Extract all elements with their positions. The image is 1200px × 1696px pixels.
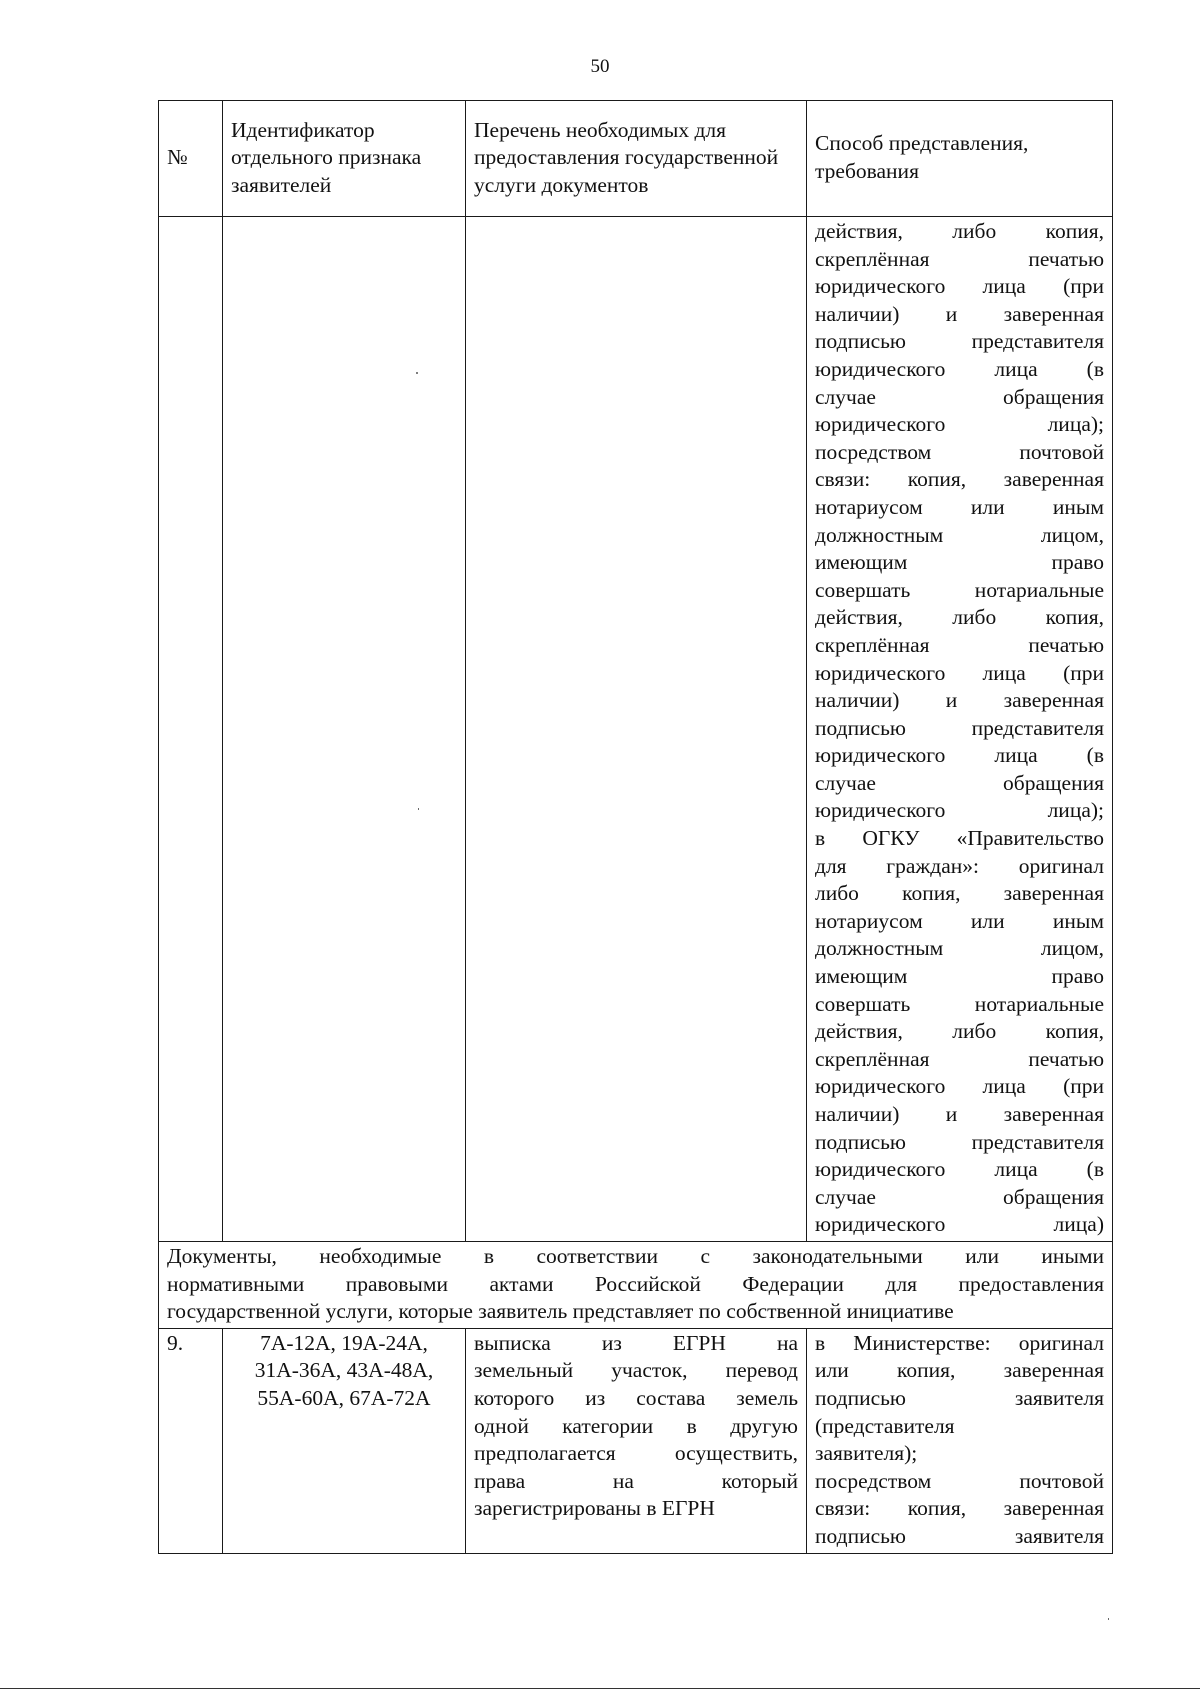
method-text-line: связи: копия, заверенная bbox=[815, 467, 1104, 492]
table-header-row bbox=[159, 101, 1113, 217]
section-note-row bbox=[159, 1241, 1113, 1328]
section-note bbox=[159, 1241, 1113, 1328]
method-text-line: совершать нотариальные bbox=[815, 991, 1104, 1016]
method-text-line: случае обращения bbox=[815, 384, 1104, 409]
method-text-line: заявителя); bbox=[815, 1441, 918, 1466]
method-text-line: случае обращения bbox=[815, 770, 1104, 795]
applicant-id-text-line: 31А-36А, 43А-48А, bbox=[254, 1358, 434, 1383]
method-text-line: наличии) и заверенная bbox=[815, 688, 1104, 713]
method-text-line: юридического лица (при bbox=[815, 660, 1104, 685]
table-row-9 bbox=[159, 1328, 1113, 1553]
applicant-id-text-line: 55А-60А, 67А-72А bbox=[257, 1385, 431, 1410]
method-text-line: связи: копия, заверенная bbox=[815, 1496, 1104, 1521]
method-text-line: имеющим право bbox=[815, 964, 1104, 989]
section-note-text-line: государственной услуги, которые заявитель представляет по собственной инициативе bbox=[167, 1299, 954, 1324]
method-text-line: юридического лица (при bbox=[815, 1074, 1104, 1099]
method-text-line: скреплённая печатью bbox=[815, 246, 1104, 271]
document-text-line: земельный участок, перевод bbox=[474, 1358, 798, 1383]
row9-number: 9. bbox=[159, 1328, 223, 1553]
method-text-line: подписью заявителя bbox=[815, 1385, 1104, 1410]
method-text-line: в ОГКУ «Правительство bbox=[815, 826, 1104, 851]
method-text-line: скреплённая печатью bbox=[815, 1046, 1104, 1071]
method-text-line: юридического лица (в bbox=[815, 1157, 1104, 1182]
method-text-line: или копия, заверенная bbox=[815, 1358, 1104, 1383]
method-text-line: посредством почтовой bbox=[815, 1468, 1104, 1493]
method-text-line: должностным лицом, bbox=[815, 936, 1104, 961]
method-text-line: совершать нотариальные bbox=[815, 577, 1104, 602]
method-text-line: юридического лица (при bbox=[815, 274, 1104, 299]
method-text-line: нотариусом или иным bbox=[815, 494, 1104, 519]
method-text-line: действия, либо копия, bbox=[815, 605, 1104, 630]
method-text-line: должностным лицом, bbox=[815, 522, 1104, 547]
section-note-text-line: Документы, необходимые в соответствии с законодательными или иными bbox=[167, 1243, 1104, 1268]
method-text-line: наличии) и заверенная bbox=[815, 301, 1104, 326]
header-documents-list: Перечень необходимых для предоставления государственной услуги документов bbox=[466, 101, 807, 217]
method-text-line: имеющим право bbox=[815, 550, 1104, 575]
method-text-line: действия, либо копия, bbox=[815, 1019, 1104, 1044]
row9-applicant-ids bbox=[223, 1328, 466, 1553]
document-text-line: выписка из ЕГРН на bbox=[474, 1330, 798, 1355]
method-text-line: нотариусом или иным bbox=[815, 908, 1104, 933]
method-text-line: скреплённая печатью bbox=[815, 632, 1104, 657]
document-text-line: зарегистрированы в ЕГРН bbox=[474, 1496, 715, 1521]
row9-documents bbox=[466, 1328, 807, 1553]
header-applicant-id: Идентификатор отдельного признака заявителей bbox=[223, 101, 466, 217]
document-text-line: предполагается осуществить, bbox=[474, 1441, 798, 1466]
scan-speck bbox=[418, 808, 419, 810]
method-text-line: для граждан»: оригинал bbox=[815, 853, 1104, 878]
section-note-text-line: нормативными правовыми актами Российской Федерации для предоставления bbox=[167, 1271, 1104, 1296]
method-text-line: юридического лица) bbox=[815, 1212, 1104, 1237]
document-text-line: которого из состава земель bbox=[474, 1385, 798, 1410]
cell-empty-number bbox=[159, 217, 223, 1242]
cell-empty-id bbox=[223, 217, 466, 1242]
method-text-line: подписью представителя bbox=[815, 715, 1104, 740]
cell-empty-documents bbox=[466, 217, 807, 1242]
applicant-id-text-line: 7А-12А, 19А-24А, bbox=[260, 1330, 428, 1355]
method-text-line: подписью представителя bbox=[815, 1129, 1104, 1154]
scan-speck bbox=[416, 372, 418, 374]
document-text-line: права на который bbox=[474, 1468, 798, 1493]
method-text-line: либо копия, заверенная bbox=[815, 881, 1104, 906]
method-text-line: (представителя bbox=[815, 1413, 955, 1438]
method-text-line: подписью заявителя bbox=[815, 1523, 1104, 1548]
row9-method bbox=[807, 1328, 1113, 1553]
table-row-continuation bbox=[159, 217, 1113, 1242]
cell-method-continuation bbox=[807, 217, 1113, 1242]
method-text-line: подписью представителя bbox=[815, 329, 1104, 354]
method-text-line: посредством почтовой bbox=[815, 439, 1104, 464]
method-text-line: юридического лица); bbox=[815, 798, 1104, 823]
requirements-table bbox=[158, 100, 1113, 1554]
scan-bottom-rule bbox=[0, 1688, 1200, 1689]
header-submission-method: Способ представления, требования bbox=[807, 101, 1113, 217]
method-text-line: юридического лица); bbox=[815, 412, 1104, 437]
method-text-line: действия, либо копия, bbox=[815, 219, 1104, 243]
page-number: 50 bbox=[590, 56, 610, 77]
method-text-line: юридического лица (в bbox=[815, 743, 1104, 768]
method-text-line: наличии) и заверенная bbox=[815, 1102, 1104, 1126]
header-number: № bbox=[159, 101, 223, 217]
method-text-line: юридического лица (в bbox=[815, 356, 1104, 381]
method-text-line: случае обращения bbox=[815, 1184, 1104, 1209]
method-text-line: в Министерстве: оригинал bbox=[815, 1330, 1104, 1355]
document-text-line: одной категории в другую bbox=[474, 1413, 798, 1438]
scan-speck bbox=[1108, 1618, 1109, 1620]
